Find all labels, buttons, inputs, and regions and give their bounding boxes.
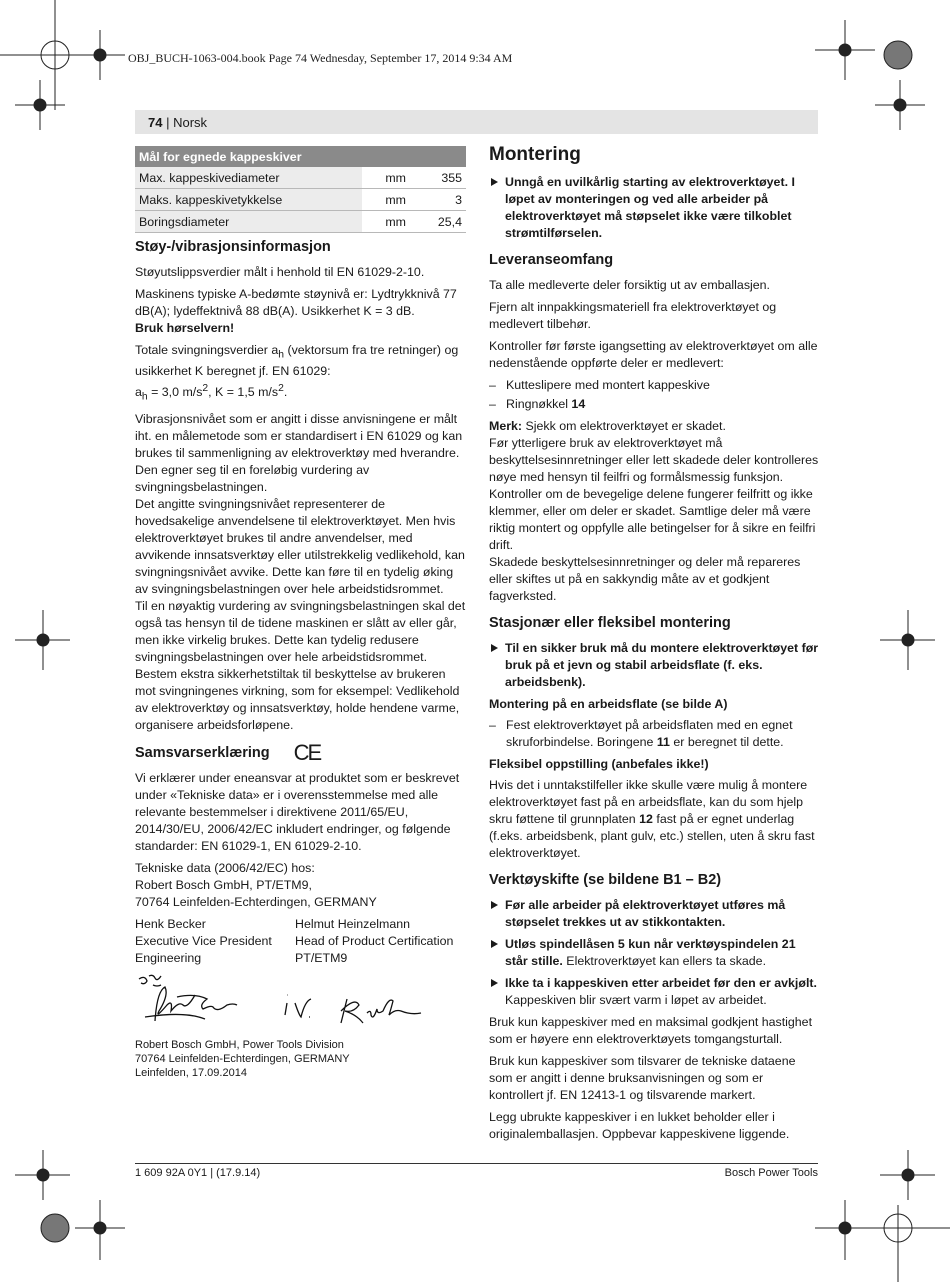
list-item xyxy=(489,377,819,394)
workbench-heading: Montering på en arbeidsflate (se bilde A) xyxy=(489,697,728,711)
paragraph: Fjern alt innpakkingsmateriell fra elektroverktøyet og medlevert tilbehør. xyxy=(489,300,777,331)
paragraph: Vibrasjonsnivået som er angitt i disse anvisningene er målt iht. en målemetode som er standardisert i EN 61029 og kan brukes til sammenligning av elektroverktøy med hverandre. Den egner seg til en foreløbig vurdering av svingningsbelastningen. xyxy=(135,412,463,495)
spec-label: Maks. kappeskivetykkelse xyxy=(135,189,362,211)
warning-note: Kappeskiven blir svært varm i løpet av arbeidet. xyxy=(505,993,767,1007)
paragraph xyxy=(489,777,819,862)
ref-number: 12 xyxy=(639,812,653,826)
signatory-2 xyxy=(295,916,455,967)
conformity-title: Samsvarserklæring xyxy=(135,745,270,762)
text: 70764 Leinfelden-Echterdingen, GERMANY xyxy=(135,1053,350,1066)
arrow-icon xyxy=(491,979,498,987)
hearing-warning: Bruk hørselvern! xyxy=(135,321,235,335)
footer-code: 1 609 92A 0Y1 | (17.9.14) xyxy=(135,1167,261,1179)
mounting-heading: Montering xyxy=(489,144,581,165)
paragraph xyxy=(135,342,467,406)
text: (vektorsum fra tre retninger) og usikkerhet K beregnet jf. EN 61029: xyxy=(135,343,459,379)
list-text: Ringnøkkel xyxy=(506,397,572,411)
spec-value: 3 xyxy=(410,189,466,211)
warning xyxy=(489,936,819,970)
footer-rule xyxy=(135,1163,818,1164)
warning xyxy=(489,174,819,242)
text: Hvis det i unntakstilfeller ikke skulle være mulig å montere elektroverktøyet fast på en arbeidsflate, kan du som hjelp skru føttene til grunnplaten xyxy=(489,778,808,826)
right-column xyxy=(489,143,819,1148)
paragraph: Bruk kun kappeskiver som tilsvarer de tekniske dataene som er angitt i denne bruksanvisningen og som er kontrollert jf. EN 12413-1 og tilsvarende markert. xyxy=(489,1054,796,1102)
text: Leinfelden, 17.09.2014 xyxy=(135,1067,247,1080)
list-text: Kutteslipere med montert kappeskive xyxy=(506,378,710,392)
noise-heading: Støy-/vibrasjonsinformasjon xyxy=(135,239,331,255)
paragraph: Til en nøyaktig vurdering av svingningsbelastningen skal det også tas hensyn til de tidene maskinen er slått av eller går, men ikke virkelig brukes. Dette kan tydelig redusere svingningsbelastningen over hele arbeidstidsrommet. xyxy=(135,599,466,665)
warning-text: Før alle arbeider på elektroverktøyet utføres må støpselet trekkes ut av stikkontakten. xyxy=(505,898,786,929)
subscript: h xyxy=(141,392,148,404)
text: Tekniske data (2006/42/EC) hos: xyxy=(135,861,315,876)
signatory-1 xyxy=(135,916,295,967)
left-column xyxy=(135,238,467,1080)
paragraph: Vi erklærer under eneansvar at produktet som er beskrevet under «Tekniske data» er i overensstemmelse med alle relevante bestemmelser i direktivene 2011/65/EU, 2014/30/EU, 2006/42/EC inkludert endringer, og følgende standarder: EN 61029-1, EN 61029-2-10. xyxy=(135,771,460,854)
arrow-icon xyxy=(491,644,498,652)
text: , K = 1,5 m/s xyxy=(208,385,279,400)
paragraph: Legg ubrukte kappeskiver i en lukket beholder eller i originalemballasjen. Oppbevar kappeskivene liggende. xyxy=(489,1110,790,1141)
print-slug: OBJ_BUCH-1063-004.book Page 74 Wednesday, September 17, 2014 9:34 AM xyxy=(128,51,513,65)
noise-text: Maskinens typiske A-bedømte støynivå er: Lydtrykknivå 77 dB(A); lydeffektnivå 88 dB(A). Usikkerhet K = 3 dB. xyxy=(135,287,457,318)
scope-heading: Leveranseomfang xyxy=(489,252,614,268)
flexible-heading: Fleksibel oppstilling (anbefales ikke!) xyxy=(489,757,709,771)
page-header xyxy=(148,115,207,130)
footer-brand: Bosch Power Tools xyxy=(724,1167,818,1179)
spec-table-title: Mål for egnede kappeskiver xyxy=(135,146,466,167)
paragraph: Før ytterligere bruk av elektroverktøyet må beskyttelsesinnretninger eller lett skadede deler kontrolleres nøye med hensyn til feilfri og formålsmessig funksjon. Kontroller om de bevegelige delene fungerer feilfritt og ikke klemmer, eller om deler er skadet. Samtlige deler må være riktig montert og oppfylle alle betingelser for å sikre en feilfri drift. xyxy=(489,436,819,552)
list-text: Fest elektroverktøyet på arbeidsflaten med en egnet skruforbindelse. Boringene xyxy=(506,718,793,749)
page-number: 74 xyxy=(148,115,163,130)
text: Robert Bosch GmbH, Power Tools Division xyxy=(135,1039,344,1052)
name: Helmut Heinzelmann xyxy=(295,917,411,932)
list-item xyxy=(489,396,819,413)
spec-value: 25,4 xyxy=(410,211,466,233)
text: 70764 Leinfelden-Echterdingen, GERMANY xyxy=(135,895,377,910)
paragraph: Ta alle medleverte deler forsiktig ut av emballasjen. xyxy=(489,278,770,292)
text: a xyxy=(135,385,142,400)
warning xyxy=(489,975,819,1009)
stationary-heading: Stasjonær eller fleksibel montering xyxy=(489,615,731,631)
arrow-icon xyxy=(491,178,498,186)
company-address xyxy=(135,1038,467,1080)
paragraph: Kontroller før første igangsetting av elektroverktøyet om alle nedenstående oppførte deler er medlevert: xyxy=(489,339,818,370)
warning-text: Ikke ta i kappeskiven etter arbeidet før den er avkjølt. xyxy=(505,976,817,990)
text: Robert Bosch GmbH, PT/ETM9, xyxy=(135,878,312,893)
name: Henk Becker xyxy=(135,917,206,932)
text: fast på er egnet underlag (f.eks. arbeidsbenk, plant gulv, etc.) stellen, uten å skru fast elektroverktøyet. xyxy=(489,812,815,860)
dash-bullet: – xyxy=(489,397,496,411)
title: Engineering xyxy=(135,951,202,966)
warning xyxy=(489,640,819,691)
paragraph xyxy=(135,860,467,911)
paragraph xyxy=(489,418,819,435)
warning-text: Unngå en uvilkårlig starting av elektroverktøyet. I løpet av monteringen og ved alle arbeider på elektroverktøyet må støpselet ikke være tilkoblet strømtilførselen. xyxy=(505,175,795,240)
paragraph xyxy=(135,286,467,337)
subscript: h xyxy=(278,349,285,361)
paragraph: Det angitte svingningsnivået representerer de hovedsakelige anvendelsene til elektroverktøyet. Men hvis elektroverktøyet brukes til andre anvendelser, med avvikende innsatsverktøy eller utilstrekkelig vedlikehold, kan svingningsnivået avvike. Dette kan føre til en tydelig øking av svingningsbelastningen over hele arbeidstidsrommet. xyxy=(135,497,465,597)
warning-note: Elektroverktøyet kan ellers ta skade. xyxy=(562,954,767,968)
spec-label: Boringsdiameter xyxy=(135,211,362,233)
note-text: Sjekk om elektroverktøyet er skadet. xyxy=(522,419,726,433)
tool-change-heading: Verktøyskifte (se bildene B1 – B2) xyxy=(489,872,722,888)
dash-bullet: – xyxy=(489,378,496,392)
dash-bullet: – xyxy=(489,718,496,732)
superscript: 2 xyxy=(202,383,209,395)
warning xyxy=(489,897,819,931)
ref-number: 14 xyxy=(571,397,586,411)
spec-table xyxy=(135,146,466,233)
handwritten-signatures xyxy=(135,973,455,1033)
conformity-heading xyxy=(135,740,467,766)
paragraph: Støyutslippsverdier målt i henhold til EN 61029-2-10. xyxy=(135,265,425,279)
text: = 3,0 m/s xyxy=(147,385,203,400)
spec-unit: mm xyxy=(362,167,410,189)
table-row xyxy=(135,167,466,189)
superscript: 2 xyxy=(278,383,284,395)
header-language: Norsk xyxy=(173,115,208,130)
text: . xyxy=(283,385,288,400)
spec-unit: mm xyxy=(362,211,410,233)
title: PT/ETM9 xyxy=(295,951,348,966)
arrow-icon xyxy=(491,940,498,948)
note-label: Merk: xyxy=(489,419,523,433)
title: Executive Vice President xyxy=(135,934,272,949)
page-header-bar xyxy=(135,110,818,134)
list-text: er beregnet til dette. xyxy=(669,735,784,749)
arrow-icon xyxy=(491,901,498,909)
paragraph: Bruk kun kappeskiver med en maksimal godkjent hastighet som er høyere enn elektroverktøyets tomgangsturtall. xyxy=(489,1015,813,1046)
spec-label: Max. kappeskivediameter xyxy=(135,167,362,189)
spec-value: 355 xyxy=(410,167,466,189)
table-row xyxy=(135,211,466,233)
header-separator: | xyxy=(162,115,174,130)
spec-unit: mm xyxy=(362,189,410,211)
text: Totale svingningsverdier a xyxy=(135,343,279,357)
table-row xyxy=(135,189,466,211)
warning-text: Utløs spindellåsen 5 kun når verktøyspindelen 21 står stille. xyxy=(505,937,796,968)
warning-text: Til en sikker bruk må du montere elektroverktøyet før bruk på et jevn og stabil arbeidsflate (f. eks. arbeidsbenk). xyxy=(505,641,819,689)
ref-number: 11 xyxy=(656,735,670,749)
paragraph: Skadede beskyttelsesinnretninger og deler må repareres eller skiftes ut på en sakkyndig måte av et godkjent fagverksted. xyxy=(489,555,801,603)
paragraph: Bestem ekstra sikkerhetstiltak til beskyttelse av brukeren mot svingningenes virkning, som for eksempel: Vedlikehold av elektroverktøy og innsatsverktøy, holde hendene varme, organisere arbeidsforløpene. xyxy=(135,667,460,733)
signatories xyxy=(135,916,467,967)
ce-mark: CE xyxy=(293,740,321,766)
title: Head of Product Certification xyxy=(295,934,454,949)
list-item xyxy=(489,717,819,751)
